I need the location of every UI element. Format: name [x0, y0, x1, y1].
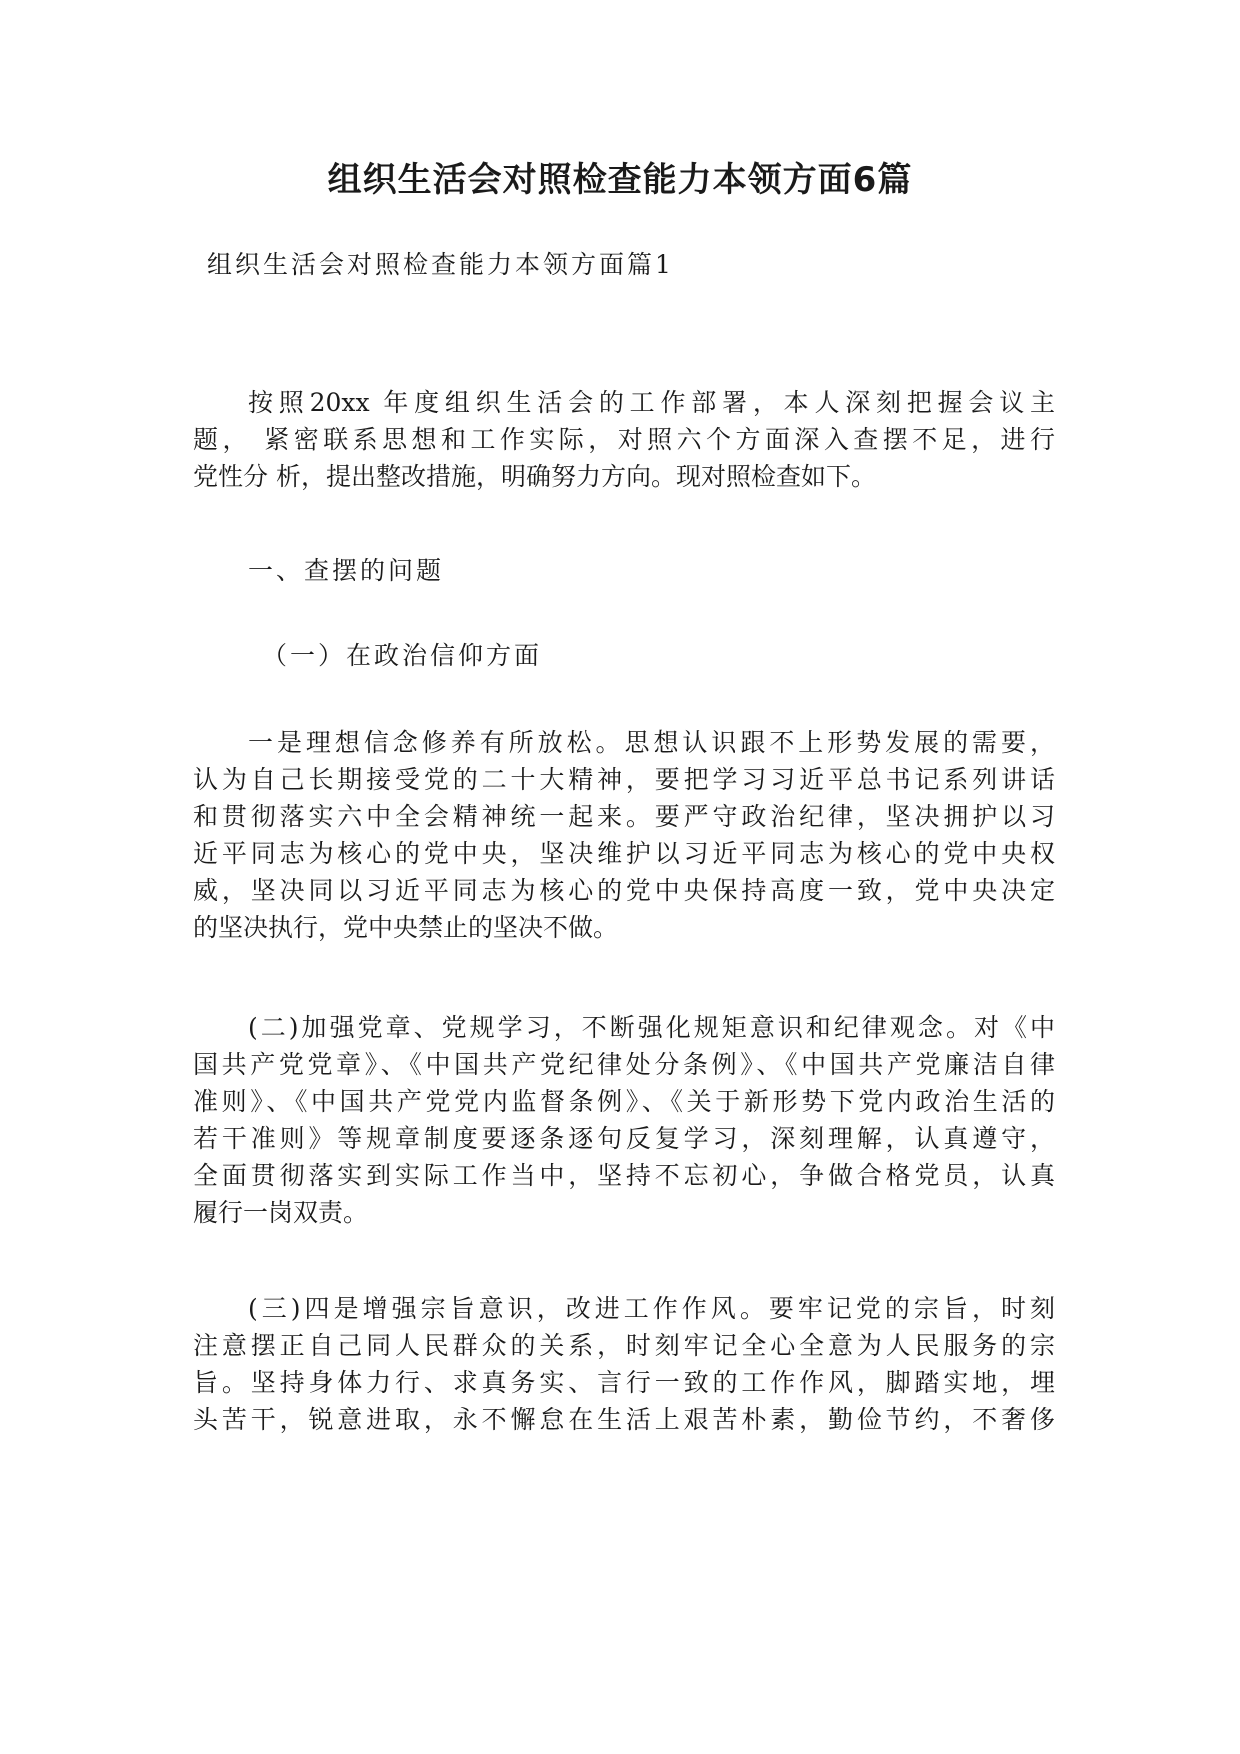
document-subtitle: 组织生活会对照检查能力本领方面篇1: [207, 250, 674, 279]
paragraph-line: 威，坚决同以习近平同志为核心的党中央保持高度一致，党中央决定: [193, 876, 1055, 905]
paragraph-line: 国共产党党章》、《中国共产党纪律处分条例》、《中国共产党廉洁自律: [193, 1050, 1055, 1079]
intro-paragraph: [193, 384, 1055, 495]
paragraph-line: 履行一岗双责。: [193, 1198, 369, 1227]
paragraph-party-rules: [193, 1009, 1055, 1231]
paragraph-line: 全面贯彻落实到实际工作当中，坚持不忘初心，争做合格党员，认真: [193, 1161, 1055, 1190]
document-title: 组织生活会对照检查能力本领方面6篇: [327, 160, 913, 200]
paragraph-line: (二)加强党章、党规学习，不断强化规矩意识和纪律观念。对《中: [248, 1013, 1055, 1042]
paragraph-line: 近平同志为核心的党中央，坚决维护以习近平同志为核心的党中央权: [193, 839, 1055, 868]
paragraph-line: 注意摆正自己同人民群众的关系，时刻牢记全心全意为人民服务的宗: [193, 1331, 1055, 1360]
section-heading-problems: 一、查摆的问题: [248, 556, 445, 585]
paragraph-line: 认为自己长期接受党的二十大精神，要把学习习近平总书记系列讲话: [193, 765, 1055, 794]
intro-line: 按照20xx 年度组织生活会的工作部署，本人深刻把握会议主: [248, 388, 1055, 417]
paragraph-line: 若干准则》等规章制度要逐条逐句反复学习，深刻理解，认真遵守，: [193, 1124, 1055, 1153]
intro-line: 题， 紧密联系思想和工作实际，对照六个方面深入查摆不足，进行: [193, 425, 1055, 454]
paragraph-line: 旨。坚持身体力行、求真务实、言行一致的工作作风，脚踏实地，埋: [193, 1368, 1055, 1397]
paragraph-purpose: [193, 1290, 1055, 1438]
paragraph-line: 头苦干，锐意进取，永不懈怠在生活上艰苦朴素，勤俭节约，不奢侈: [193, 1405, 1055, 1434]
paragraph-line: 的坚决执行，党中央禁止的坚决不做。: [193, 913, 619, 942]
paragraph-ideals: [193, 724, 1055, 946]
paragraph-line: 一是理想信念修养有所放松。思想认识跟不上形势发展的需要，: [248, 728, 1055, 757]
section-heading-political: （一）在政治信仰方面: [262, 641, 543, 670]
paragraph-line: (三)四是增强宗旨意识，改进工作作风。要牢记党的宗旨，时刻: [248, 1294, 1055, 1323]
paragraph-line: 准则》、《中国共产党党内监督条例》、《关于新形势下党内政治生活的: [193, 1087, 1055, 1116]
paragraph-line: 和贯彻落实六中全会精神统一起来。要严守政治纪律，坚决拥护以习: [193, 802, 1055, 831]
intro-line: 党性分 析，提出整改措施，明确努力方向。现对照检查如下。: [193, 462, 876, 491]
